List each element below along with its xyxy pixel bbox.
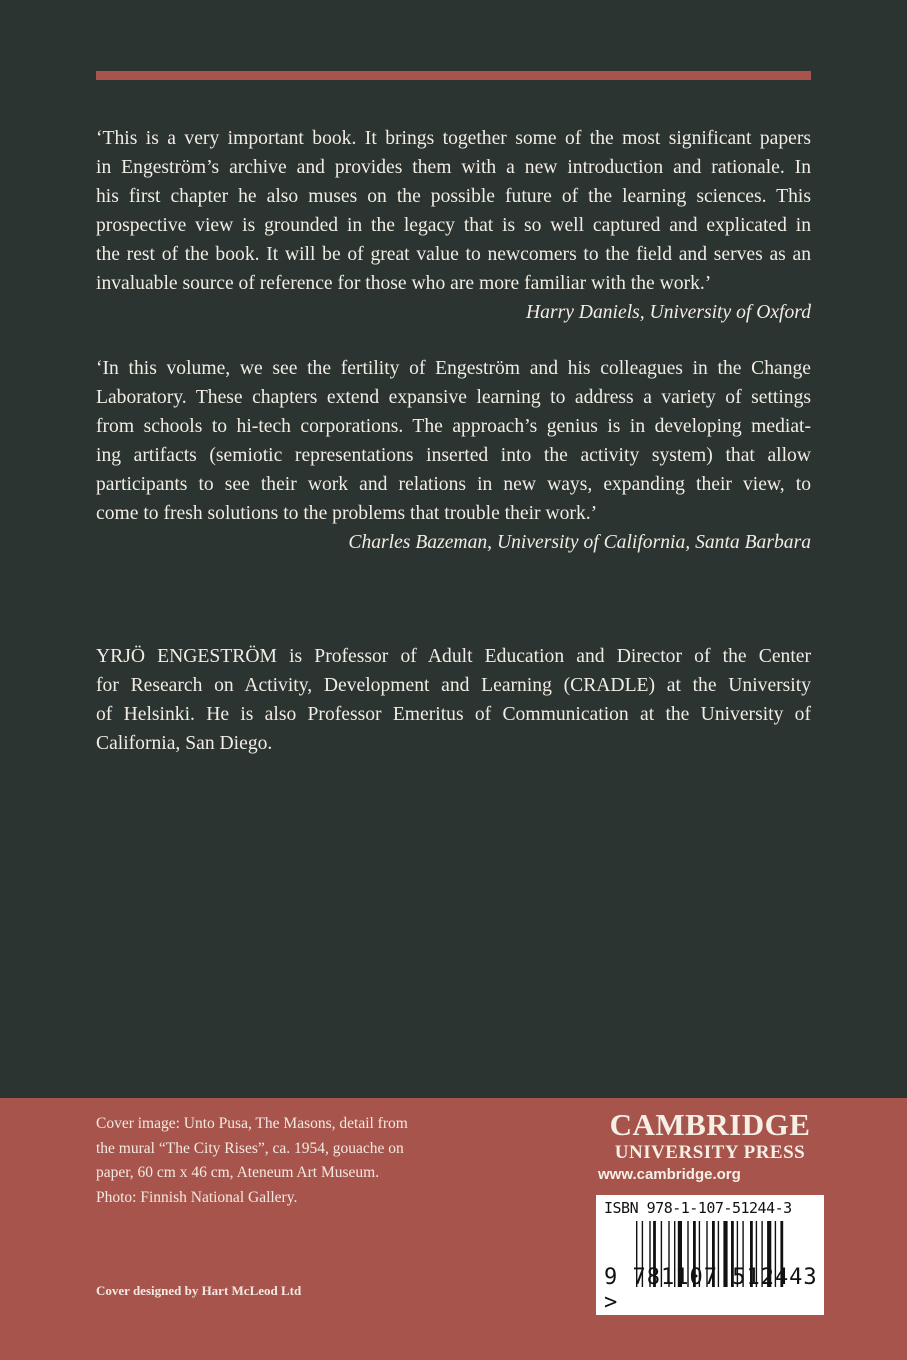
- cover-image-credit: [96, 1112, 408, 1210]
- quote-line: invaluable source of reference for those who are more familiar with the work.’: [96, 273, 712, 294]
- bio-line: California, San Diego.: [96, 733, 273, 754]
- quote-line: participants to see their work and relations in new ways, expanding their view, to: [96, 474, 811, 495]
- isbn-text: ISBN 978-1-107-51244-3: [604, 1199, 792, 1217]
- quote-attribution: Harry Daniels, University of Oxford: [526, 302, 811, 323]
- barcode-digits: 9 781107 512443 >: [604, 1265, 818, 1315]
- quote-line: the rest of the book. It will be of great value to newcomers to the field and serves as an: [96, 244, 811, 265]
- credit-line: Photo: Finnish National Gallery.: [96, 1188, 298, 1206]
- cover-designer-credit: Cover designed by Hart McLeod Ltd: [96, 1283, 302, 1298]
- quote-line: his first chapter he also muses on the possible future of the learning sciences. This: [96, 186, 811, 207]
- review-quote-daniels: [96, 124, 811, 327]
- publisher-subname: UNIVERSITY PRESS: [614, 1142, 806, 1163]
- quote-line: prospective view is grounded in the legacy that is so well captured and explicated in: [96, 215, 811, 236]
- bio-line: for Research on Activity, Development and Learning (CRADLE) at the University: [96, 675, 811, 696]
- quote-line: ‘In this volume, we see the fertility of Engeström and his colleagues in the Change: [96, 358, 811, 379]
- review-quote-bazeman: [96, 354, 811, 557]
- quote-line: ‘This is a very important book. It brings together some of the most significant papers: [96, 128, 811, 149]
- publisher-url: www.cambridge.org: [598, 1166, 741, 1183]
- quote-attribution: Charles Bazeman, University of California, Santa Barbara: [348, 532, 811, 553]
- quote-line: ing artifacts (semiotic representations inserted into the activity system) that allow: [96, 445, 811, 466]
- credit-line: Cover image: Unto Pusa, The Masons, detail from: [96, 1115, 408, 1132]
- author-bio: [96, 642, 811, 758]
- quote-line: from schools to hi-tech corporations. The approach’s genius is in developing mediat-: [96, 416, 811, 437]
- isbn-barcode: [596, 1195, 824, 1315]
- credit-line: paper, 60 cm x 46 cm, Ateneum Art Museum.: [96, 1164, 380, 1181]
- publisher-name: CAMBRIDGE: [609, 1107, 811, 1142]
- bio-line: YRJÖ ENGESTRÖM is Professor of Adult Education and Director of the Center: [96, 646, 811, 667]
- publisher-logo: [596, 1108, 824, 1186]
- quote-line: come to fresh solutions to the problems that trouble their work.’: [96, 503, 598, 524]
- quote-line: Laboratory. These chapters extend expansive learning to address a variety of settings: [96, 387, 811, 408]
- bio-line: of Helsinki. He is also Professor Emeritus of Communication at the University of: [96, 704, 811, 725]
- quote-line: in Engeström’s archive and provides them with a new introduction and rationale. In: [96, 157, 811, 178]
- top-accent-rule: [96, 71, 811, 80]
- credit-line: the mural “The City Rises”, ca. 1954, gouache on: [96, 1139, 404, 1157]
